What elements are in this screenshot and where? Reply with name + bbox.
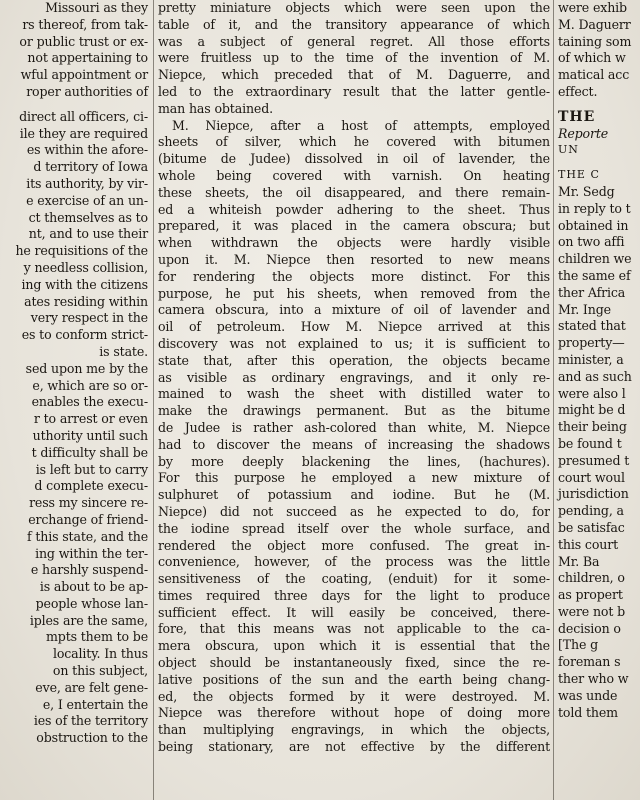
middle-column-line: for rendering the objects more distinct. For this [158, 268, 550, 284]
right-column-line: property— [558, 335, 625, 351]
right-column-line: obtained in [558, 217, 629, 233]
left-column-line: rs thereof, from tak- [22, 16, 148, 32]
left-column-line: es within the afore- [26, 142, 148, 158]
middle-column-line: Niepce was therefore without hope of doing more [158, 705, 550, 721]
right-column-line: stated that [558, 318, 626, 334]
middle-column-line: the iodine spread itself over the whole surface, and [158, 520, 550, 536]
middle-column-line: make the drawings permanent. But as the bitume [158, 403, 550, 419]
middle-column-line: oil of petroleum. How M. Niepce arrived at this [158, 319, 550, 335]
middle-column-line: whole being covered with varnish. On heating [158, 167, 550, 183]
left-column-line: nt, and to use their [28, 226, 148, 242]
left-column-line: ress my sincere re- [29, 495, 148, 511]
right-column-line: Reporte [558, 125, 609, 141]
right-column-line: be satisfac [558, 519, 625, 535]
right-column-line: jurisdiction [558, 486, 629, 502]
middle-column-line: times required three days for the light to produce [158, 587, 550, 603]
right-column-line: this court [558, 536, 618, 552]
middle-column-line: man has obtained. [158, 100, 273, 116]
right-column-line: children, o [558, 570, 625, 586]
left-column-line: f this state, and the [26, 528, 148, 544]
left-column-line: on this subject, [52, 663, 148, 679]
left-column-line [0, 101, 150, 109]
middle-column-line: M. Niepce, after a host of attempts, employed [172, 117, 550, 133]
middle-column-line: lative positions of the sun and the earth being chang- [158, 671, 550, 687]
right-column-line: decision o [558, 620, 621, 636]
left-column-line: is state. [99, 343, 148, 359]
left-column-line: its authority, by vir- [26, 175, 148, 191]
middle-column-line: was a subject of general regret. All those efforts [158, 33, 550, 49]
middle-column-line: these sheets, the oil disappeared, and there remain- [158, 184, 550, 200]
right-column-line: UN [558, 143, 579, 157]
middle-column-line: rendered the object more confused. The great in- [158, 537, 550, 553]
left-column-line: es to conform strict- [21, 327, 148, 343]
left-column-line: enables the execu- [31, 394, 148, 410]
right-column-line: ther Africa [558, 284, 626, 300]
right-column-line: pending, a [558, 503, 624, 519]
middle-column-line: de Judee is rather ash-colored than white, M. Niepce [158, 419, 550, 435]
middle-column-line: table of it, and the transitory appearance of which [158, 16, 550, 32]
right-column-line: were also l [558, 385, 626, 401]
right-column-line: as propert [558, 587, 623, 603]
left-column-line: ies of the territory [33, 713, 148, 729]
left-column-line: is about to be ap- [39, 579, 148, 595]
right-column-line: THE C [558, 168, 600, 182]
middle-column-line: (bitume de Judee) dissolved in oil of lavender, the [158, 151, 550, 167]
middle-column-line: had to discover the means of increasing the shadows [158, 436, 550, 452]
left-column-line: ing within the ter- [35, 545, 148, 561]
left-column-line: iples are the same, [29, 612, 148, 628]
middle-column-line: object should be instantaneously fixed, since the re- [158, 655, 550, 671]
left-column-line: he requisitions of the [15, 243, 148, 259]
right-column-line: Mr. Ba [558, 553, 600, 569]
left-column-text [0, 0, 150, 747]
left-column-line: roper authorities of [26, 83, 148, 99]
column-rule-left [153, 0, 154, 800]
left-column-line: ates residing within [24, 293, 148, 309]
right-column-line: were not b [558, 603, 626, 619]
right-column-line: their being [558, 419, 627, 435]
middle-column-line: mera obscura, upon which it is essential that the [158, 638, 550, 654]
left-column-line: ct themselves as to [28, 209, 148, 225]
left-column-line: eve, are felt gene- [35, 679, 148, 695]
middle-column-line: mained to wash the sheet with distilled water to [158, 386, 550, 402]
right-column-line: presumed t [558, 452, 630, 468]
middle-column-line: Niepce, which preceded that of M. Daguerre, and [158, 67, 550, 83]
middle-column-line: prepared, it was placed in the camera obscura; but [158, 218, 550, 234]
left-column-line: is left but to carry [35, 461, 148, 477]
left-column-line: very respect in the [30, 310, 148, 326]
right-column-line: minister, a [558, 351, 624, 367]
middle-column-line: pretty miniature objects which were seen upon the [158, 0, 550, 15]
column-rule-right [553, 0, 554, 800]
right-column-line: matical acc [558, 67, 630, 83]
left-column-line: uthority until such [32, 427, 148, 443]
middle-column-line: sensitiveness of the coating, (enduit) for it some- [158, 571, 550, 587]
middle-column-line: camera obscura, into a mixture of oil of lavender and [158, 302, 550, 318]
left-column-line: d territory of Iowa [33, 159, 148, 175]
left-column-line: r to arrest or even [33, 411, 148, 427]
right-column-line: taining som [558, 33, 632, 49]
middle-column-line: led to the extraordinary result that the latter gentle- [158, 83, 550, 99]
right-column-line: on two affi [558, 234, 625, 250]
left-column-line: e, which are so or- [32, 377, 148, 393]
right-column-line: of which w [558, 50, 626, 66]
middle-column [158, 0, 550, 756]
left-column-line: obstruction to the [36, 730, 148, 746]
middle-column-line: when withdrawn the objects were hardly visible [158, 235, 550, 251]
middle-column-line: as visible as ordinary engravings, and it only re- [158, 369, 550, 385]
right-column-line: M. Daguerr [558, 16, 631, 32]
left-column-line: sed upon me by the [25, 360, 148, 376]
left-column-line: t difficulty shall be [31, 444, 148, 460]
right-column-line: court woul [558, 469, 625, 485]
left-column-line: y needless collision, [23, 259, 148, 275]
middle-column-line: than multiplying engravings, in which the objects, [158, 722, 550, 738]
left-column-line: erchange of friend- [28, 511, 148, 527]
left-column-line: people whose lan- [35, 595, 148, 611]
right-column-line: and as such [558, 368, 632, 384]
left-column-line: ile they are required [19, 125, 148, 141]
middle-column-line: by more deeply blackening the lines, (hachures). [158, 453, 550, 469]
left-column-line: e harshly suspend- [30, 562, 148, 578]
left-column-line: direct all officers, ci- [19, 108, 148, 124]
left-column-line: mpts them to be [45, 629, 148, 645]
middle-column-line: fore, that this means was not applicable to the ca- [158, 621, 550, 637]
left-column-line: or public trust or ex- [19, 33, 148, 49]
middle-column-line: discovery was not explained to us; it is sufficient to [158, 335, 550, 351]
left-column-line: e, I entertain the [42, 696, 148, 712]
middle-column-line: ed a whiteish powder adhering to the sheet. Thus [158, 201, 550, 217]
middle-column-line: purpose, he put his sheets, when removed from the [158, 285, 550, 301]
middle-column-line: sufficient effect. It will easily be conceived, there- [158, 604, 550, 620]
left-column-line: locality. In thus [52, 646, 148, 662]
right-column-line: effect. [558, 83, 598, 99]
middle-column-line: were fruitless up to the time of the invention of M. [158, 50, 550, 66]
middle-column-line: For this purpose he employed a new mixture of [158, 470, 550, 486]
right-column-line: children we [558, 251, 632, 267]
middle-column-line: state that, after this operation, the objects became [158, 352, 550, 368]
right-column-line: foreman s [558, 654, 621, 670]
right-column-line: [The g [558, 637, 599, 653]
middle-column-text [158, 0, 550, 756]
right-column-line: ther who w [558, 671, 629, 687]
right-column-line: be found t [558, 435, 622, 451]
middle-column-line: sulphuret of potassium and iodine. But he (M. [158, 487, 550, 503]
left-column-line: d complete execu- [34, 478, 148, 494]
right-column-line: might be d [558, 402, 626, 418]
right-column-line: Mr. Sedg [558, 183, 615, 199]
left-column-line: e exercise of an un- [26, 192, 148, 208]
left-column-line: wful appointment or [20, 67, 148, 83]
right-column-line: were exhib [558, 0, 627, 15]
left-column-line: ing with the citizens [21, 276, 148, 292]
left-column [0, 0, 150, 747]
right-column-line [556, 101, 640, 109]
right-column-line [556, 159, 640, 167]
middle-column-line: being stationary, are not effective by the different [158, 739, 550, 755]
middle-column-line: upon it. M. Niepce then resorted to new means [158, 251, 550, 267]
right-column-line: told them [558, 704, 618, 720]
middle-column-line: convenience, however, of the process was the little [158, 554, 550, 570]
middle-column-line: sheets of silver, which he covered with bitumen [158, 134, 550, 150]
left-column-line: Missouri as they [45, 0, 148, 15]
right-column-text [556, 0, 640, 721]
middle-column-line: ed, the objects formed by it were destroyed. M. [158, 688, 550, 704]
right-column-line: the same ef [558, 267, 631, 283]
right-column [556, 0, 640, 721]
right-column-line: in reply to t [558, 200, 631, 216]
left-column-line: not appertaining to [27, 50, 148, 66]
right-column-line: THE [558, 108, 596, 125]
middle-column-line: Niepce) did not succeed as he expected to do, for [158, 503, 550, 519]
right-column-line: was unde [558, 687, 618, 703]
right-column-line: Mr. Inge [558, 301, 611, 317]
